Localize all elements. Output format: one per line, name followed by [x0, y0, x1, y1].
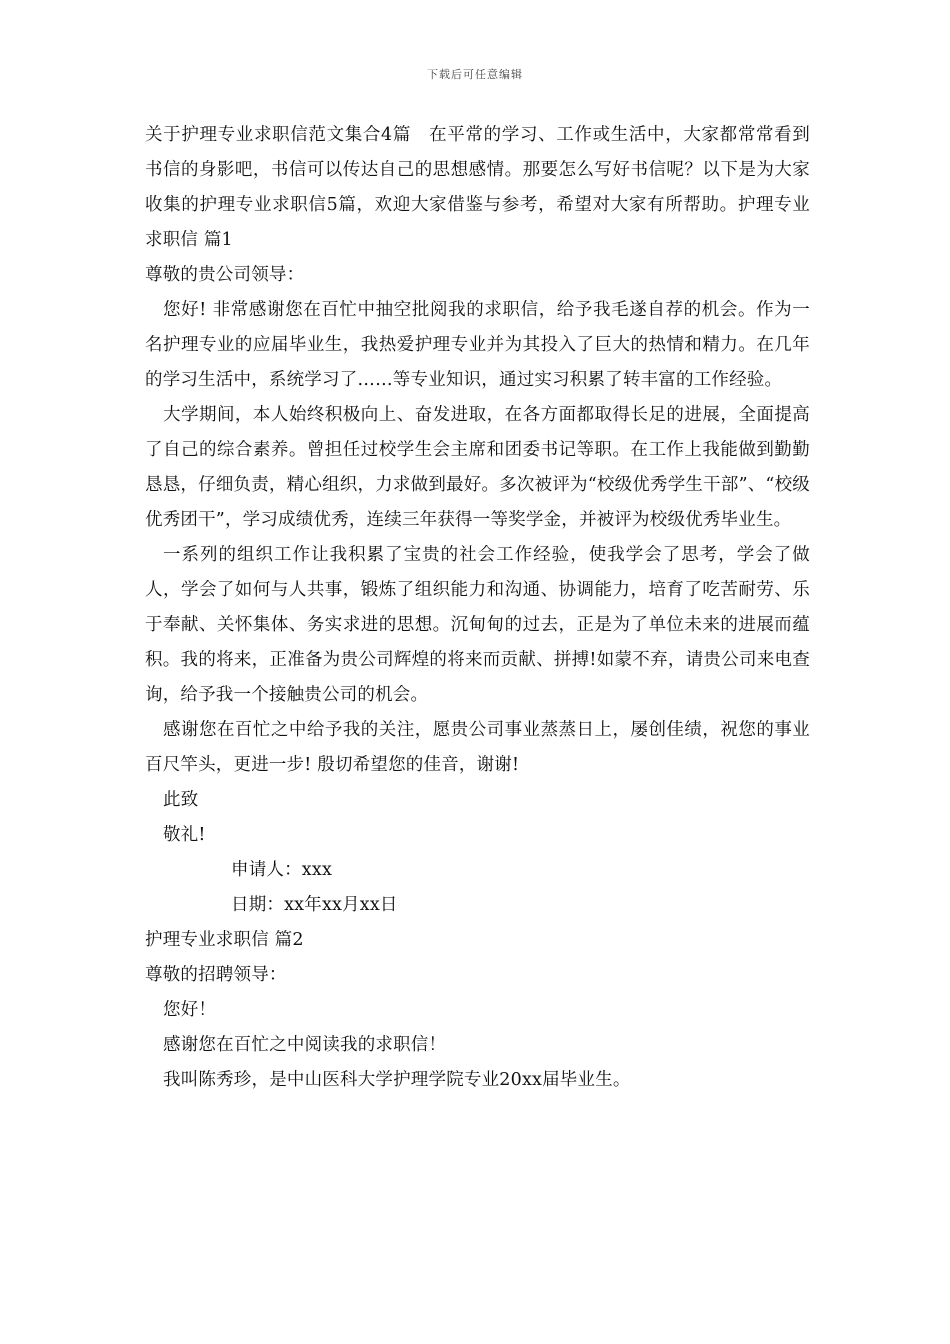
page-header: 下载后可任意编辑 [427, 68, 523, 81]
date-line: 日期：xx年xx月xx日 [231, 895, 398, 915]
letter2-intro: 我叫陈秀珍，是中山医科大学护理学院专业20xx届毕业生。 [163, 1070, 631, 1090]
section-title-2: 护理专业求职信 篇2 [145, 930, 304, 950]
letter2-greeting: 您好！ [163, 1000, 217, 1020]
letter1-paragraph-4: 感谢您在百忙之中给予我的关注，愿贵公司事业蒸蒸日上，屡创佳绩，祝您的事业百尺竿头，更进一步! 殷切希望您的佳音，谢谢! [145, 720, 810, 775]
intro-paragraph: 关于护理专业求职信范文集合4篇 在平常的学习、工作或生活中，大家都常常看到书信的身影吧，书信可以传达自己的思想感情。那要怎么写好书信呢？以下是为大家收集的护理专业求职信5篇，欢迎大家借鉴与参考，希望对大家有所帮助。护理专业求职信 篇1 [145, 125, 810, 250]
salutation-1: 尊敬的贵公司领导： [145, 265, 305, 285]
applicant-line: 申请人：xxx [231, 860, 333, 880]
letter1-paragraph-3: 一系列的组织工作让我积累了宝贵的社会工作经验，使我学会了思考，学会了做人，学会了如何与人共事，锻炼了组织能力和沟通、协调能力，培育了吃苦耐劳、乐于奉献、关怀集体、务实求进的思想。沉甸甸的过去，正是为了单位未来的进展而蕴积。我的将来，正准备为贵公司辉煌的将来而贡献、拼搏!如蒙不弃，请贵公司来电查询，给予我一个接触贵公司的机会。 [145, 545, 810, 705]
letter2-thanks: 感谢您在百忙之中阅读我的求职信！ [163, 1035, 447, 1055]
document-body [145, 118, 810, 1098]
closing-jingli: 敬礼! [163, 825, 206, 845]
letter1-paragraph-1: 您好! 非常感谢您在百忙中抽空批阅我的求职信，给予我毛遂自荐的机会。作为一名护理专业的应届毕业生，我热爱护理专业并为其投入了巨大的热情和精力。在几年的学习生活中，系统学习了……等专业知识，通过实习积累了转丰富的工作经验。 [145, 300, 810, 390]
closing-cizhi: 此致 [163, 790, 199, 810]
letter1-paragraph-2: 大学期间，本人始终积极向上、奋发进取，在各方面都取得长足的进展，全面提高了自己的综合素养。曾担任过校学生会主席和团委书记等职。在工作上我能做到勤勤恳恳，仔细负责，精心组织，力求做到最好。多次被评为“校级优秀学生干部”、“校级优秀团干”，学习成绩优秀，连续三年获得一等奖学金，并被评为校级优秀毕业生。 [145, 405, 810, 530]
salutation-2: 尊敬的招聘领导： [145, 965, 287, 985]
